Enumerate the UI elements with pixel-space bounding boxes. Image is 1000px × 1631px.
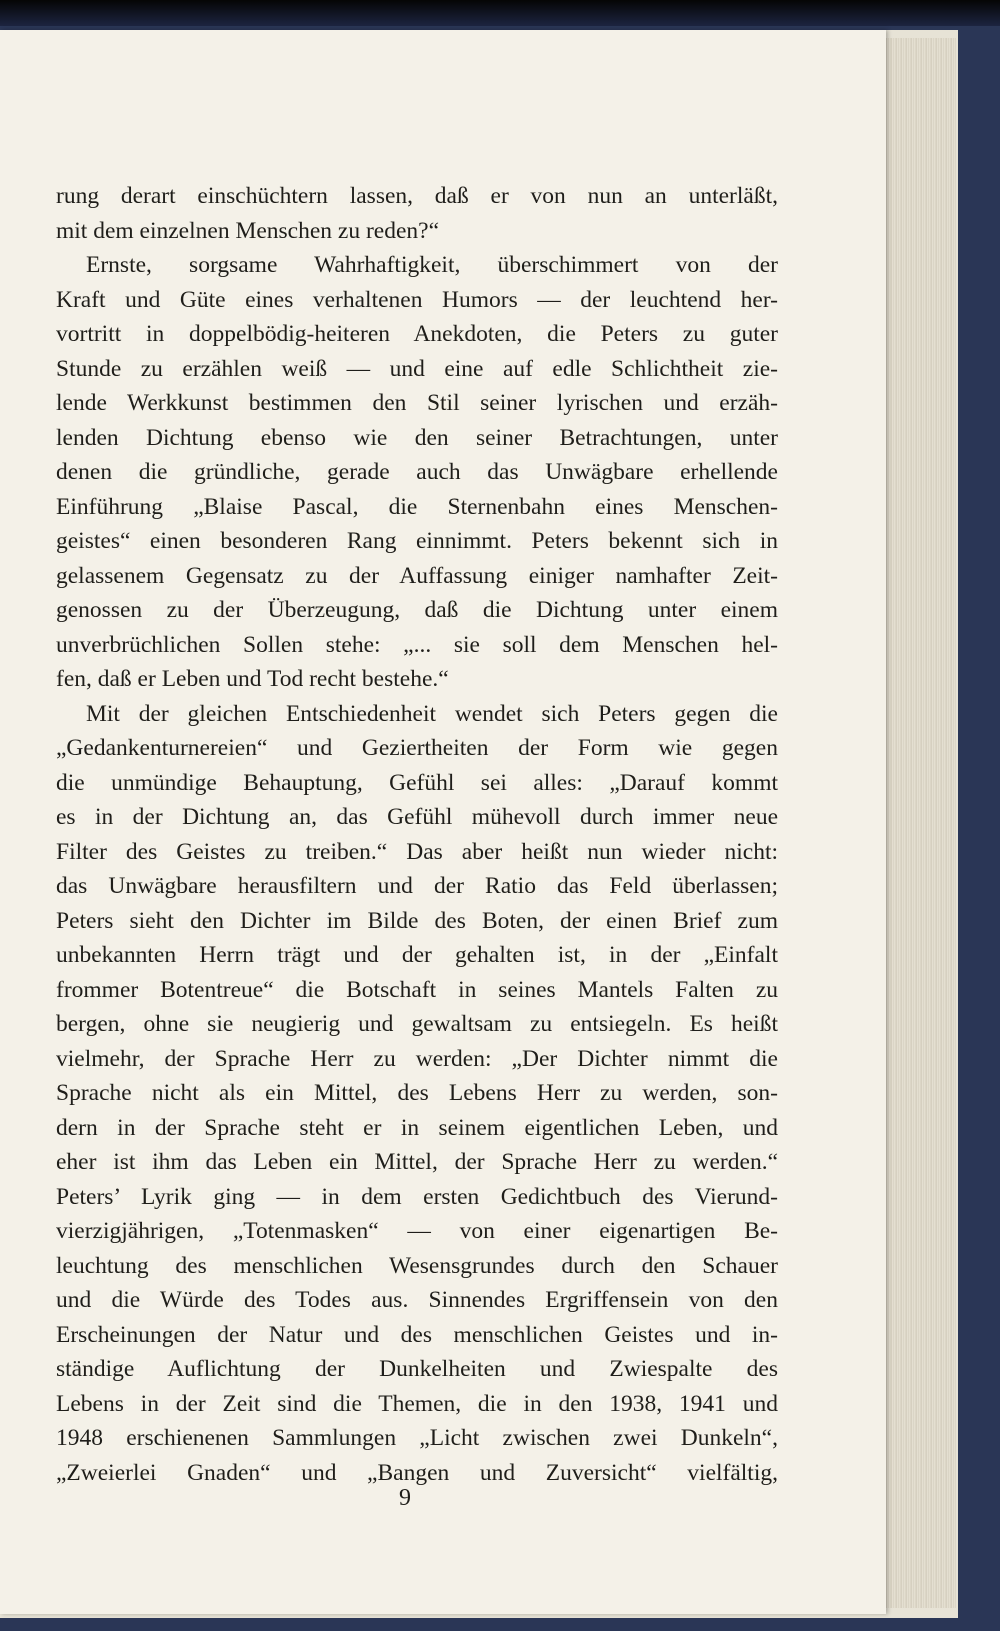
text-line: ständige Auflichtung der Dunkelheiten und Zwiespalte des (56, 1356, 778, 1382)
text-line: Mit der gleichen Entschiedenheit wendet sich Peters gegen die (86, 700, 778, 727)
page-number: 9 (399, 1485, 411, 1511)
text-line: dern in der Sprache steht er in seinem eigentlichen Leben, und (56, 1114, 778, 1141)
text-line: Stunde zu erzählen weiß — und eine auf edle Schlichtheit zie- (56, 355, 778, 382)
cover-top-shadow (0, 0, 1000, 26)
text-line: rung derart einschüchtern lassen, daß er von nun an unterläßt, (56, 183, 778, 209)
text-line: bergen, ohne sie neugierig und gewaltsam zu entsiegeln. Es heißt (56, 1011, 778, 1037)
text-line: es in der Dichtung an, das Gefühl mühevoll durch immer neue (56, 804, 778, 830)
text-line: vortritt in doppelbödig-heiteren Anekdoten, die Peters zu guter (56, 321, 778, 347)
text-line: geistes“ einen besonderen Rang einnimmt. Peters bekennt sich in (56, 528, 778, 554)
text-line: „Gedankenturnereien“ und Geziertheiten der Form wie gegen (56, 735, 778, 761)
text-line: Peters sieht den Dichter im Bilde des Boten, der einen Brief zum (56, 907, 778, 934)
text-line: lende Werkkunst bestimmen den Stil seiner lyrischen und erzäh- (56, 390, 778, 416)
text-line: vierzigjährigen, „Totenmasken“ — von einer eigenartigen Be- (56, 1218, 778, 1244)
text-line: Erscheinungen der Natur und des menschlichen Geistes und in- (56, 1321, 778, 1348)
text-line: unverbrüchlichen Sollen stehe: „... sie soll dem Menschen hel- (56, 631, 778, 658)
text-line: Filter des Geistes zu treiben.“ Das aber heißt nun wieder nicht: (56, 838, 778, 865)
text-line: eher ist ihm das Leben ein Mittel, der Sprache Herr zu werden.“ (56, 1149, 778, 1175)
text-line: genossen zu der Überzeugung, daß die Dichtung unter einem (56, 597, 778, 623)
text-line: frommer Botentreue“ die Botschaft in seines Mantels Falten zu (56, 976, 778, 1003)
text-line: gelassenem Gegensatz zu der Auffassung einiger namhafter Zeit- (56, 562, 778, 589)
text-line: Ernste, sorgsame Wahrhaftigkeit, überschimmert von der (86, 252, 778, 278)
text-line: lenden Dichtung ebenso wie den seiner Betrachtungen, unter (56, 424, 778, 451)
text-line: das Unwägbare herausfiltern und der Ratio das Feld überlassen; (56, 873, 778, 899)
text-line: Einführung „Blaise Pascal, die Sternenbahn eines Menschen- (56, 493, 778, 520)
text-line: „Zweierlei Gnaden“ und „Bangen und Zuversicht“ vielfältig, (56, 1459, 778, 1486)
text-line: und die Würde des Todes aus. Sinnendes Ergriffensein von den (56, 1287, 778, 1313)
text-line: 1948 erschienenen Sammlungen „Licht zwischen zwei Dunkeln“, (56, 1425, 778, 1451)
text-line: leuchtung des menschlichen Wesensgrundes durch den Schauer (56, 1252, 778, 1279)
text-line: unbekannten Herrn trägt und der gehalten ist, in der „Einfalt (56, 942, 778, 968)
text-line: Kraft und Güte eines verhaltenen Humors — der leuchtend her- (56, 286, 778, 313)
text-line: die unmündige Behauptung, Gefühl sei alles: „Darauf kommt (56, 769, 778, 796)
page-edges (878, 38, 956, 1608)
text-line: vielmehr, der Sprache Herr zu werden: „Der Dichter nimmt die (56, 1045, 778, 1072)
text-line: mit dem einzelnen Menschen zu reden?“ (56, 217, 440, 244)
text-line: denen die gründliche, gerade auch das Unwägbare erhellende (56, 459, 778, 485)
text-line: Sprache nicht als ein Mittel, des Lebens Herr zu werden, son- (56, 1080, 778, 1106)
text-line: fen, daß er Leben und Tod recht bestehe.“ (56, 666, 449, 692)
text-line: Peters’ Lyrik ging — in dem ersten Gedichtbuch des Vierund- (56, 1183, 778, 1210)
book-page (0, 30, 886, 1614)
text-line: Lebens in der Zeit sind die Themen, die in den 1938, 1941 und (56, 1390, 778, 1417)
body-text (56, 179, 778, 1490)
